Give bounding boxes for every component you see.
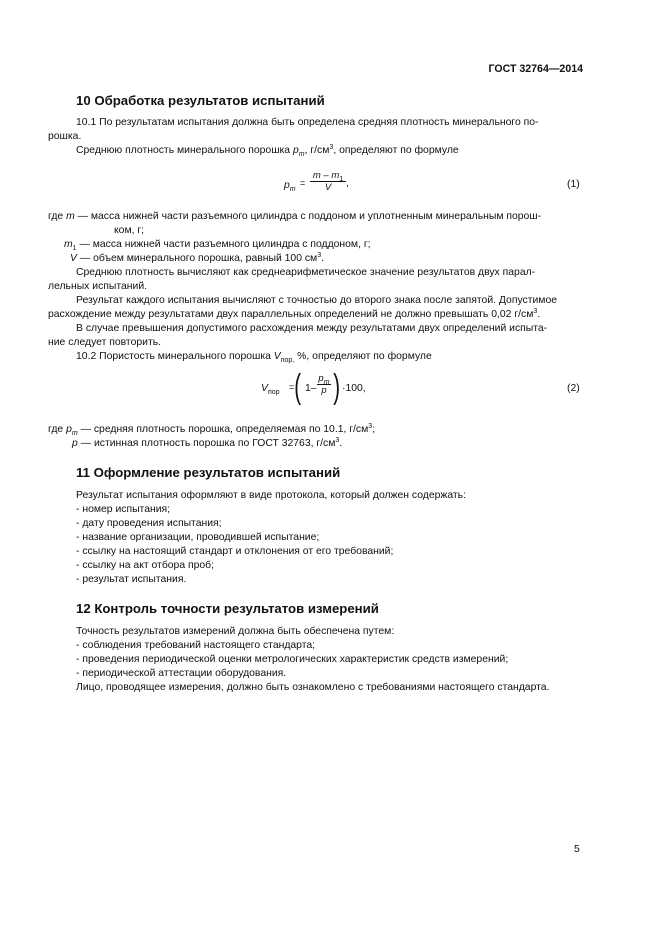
document-code: ГОСТ 32764—2014 bbox=[488, 63, 583, 75]
list-item: - ссылку на акт отбора проб; bbox=[76, 560, 215, 571]
section-10-title: 10 Обработка результатов испытаний bbox=[76, 93, 325, 108]
formula-2-fraction: $\frac{p_m}{p}$ bbox=[318, 373, 330, 396]
where-v: V — объем минерального порошка, равный 100 $см^3$. bbox=[70, 252, 324, 264]
list-item: - периодической аттестации оборудования. bbox=[76, 668, 287, 679]
where-m1: $m_1$ — масса нижней части разъемного цилиндра с поддоном, г; bbox=[64, 239, 371, 252]
para-density-formula-intro: Среднюю плотность минерального порошка $p_m$, $г/см^3$, определяют по формуле bbox=[76, 144, 459, 158]
where-m: где m — масса нижней части разъемного цилиндра с поддоном и уплотненным минеральным порош- bbox=[48, 211, 542, 222]
where-m-cont: ком, г; bbox=[114, 225, 145, 236]
formula-2-number: (2) bbox=[567, 383, 580, 394]
para-10-1-line2: рошка. bbox=[48, 131, 82, 142]
where-p: p — истинная плотность порошка по ГОСТ 32763, $г/см^3$. bbox=[72, 437, 343, 449]
section-11-intro: Результат испытания оформляют в виде протокола, который должен содержать: bbox=[76, 490, 466, 501]
section-12-intro: Точность результатов измерений должна быть обеспечена путем: bbox=[76, 626, 395, 637]
section-12-final: Лицо, проводящее измерения, должно быть ознакомлено с требованиями настоящего стандарта. bbox=[76, 682, 550, 693]
page-number: 5 bbox=[574, 844, 580, 855]
formula-1-fraction: $\frac{m - m_1}{V}$ bbox=[310, 170, 346, 194]
para-precision-line2: расхождение между результатами двух параллельных определений не должно превышать 0,02 $г/см^3$. bbox=[48, 308, 541, 320]
list-item: - ссылку на настоящий стандарт и отклонения от его требований; bbox=[76, 546, 394, 557]
para-precision-line1: Результат каждого испытания вычисляют с точностью до второго знака после запятой. Допустимое bbox=[76, 295, 558, 306]
para-average-line1: Среднюю плотность вычисляют как среднеарифметическое значение результатов двух парал- bbox=[76, 267, 536, 278]
list-item: - соблюдения требований настоящего стандарта; bbox=[76, 640, 316, 651]
list-item: - название организации, проводившей испытание; bbox=[76, 532, 320, 543]
para-10-1-line1: 10.1 По результатам испытания должна быть определена средняя плотность минерального по- bbox=[76, 117, 539, 128]
para-10-2: 10.2 Пористость минерального порошка $V_{пор,}$ %, определяют по формуле bbox=[76, 351, 432, 364]
section-12-title: 12 Контроль точности результатов измерений bbox=[76, 601, 379, 616]
list-item: - номер испытания; bbox=[76, 504, 171, 515]
section-11-title: 11 Оформление результатов испытаний bbox=[76, 465, 341, 480]
list-item: - дату проведения испытания; bbox=[76, 518, 222, 529]
para-repeat-line1: В случае превышения допустимого расхождения между результатами двух определений испыта- bbox=[76, 323, 548, 334]
para-repeat-line2: ние следует повторить. bbox=[48, 337, 161, 348]
para-average-line2: лельных испытаний. bbox=[48, 281, 148, 292]
list-item: - проведения периодической оценки метрологических характеристик средств измерений; bbox=[76, 654, 509, 665]
formula-1-number: (1) bbox=[567, 179, 580, 190]
list-item: - результат испытания. bbox=[76, 574, 187, 585]
page: ГОСТ 32764—2014 10 Обработка результатов испытаний 10.1 По результатам испытания должна быть определена средняя плотность минерального по- рошка. Среднюю плотность минерального порошка $p_m$, $г/см^3$, определяют по формуле $p_m$ = $\frac{m - m_1}{V}$ , (1) где m — масса нижней части разъемного цилиндра с поддоном и уплотненным минеральным порош- ком, г; $m_1$ — масса нижней части разъемного цилиндра с поддоном, г; V — объем минерального порошка, равный 100 $см^3$. Среднюю плотность вычисляют как среднеарифметическое значение результатов двух парал- лельных испытаний. Результат каждого испытания вычисляют с точностью до второго знака после запятой. Допустимое расхождение между результатами двух параллельных определений не должно превышать 0,02 $г/см^3$. В случае превышения допустимого расхождения между результатами двух определений испыта- ние следует повторить. 10.2 Пористость минерального порошка $V_{пор,}$ %, определяют по формуле $V_{пор}$ = ( 1– $\frac{p_m}{p}$ ) ·100, (2) где $p_m$ — средняя плотность порошка, определяемая по 10.1, $г/см^3$; p — истинная плотность порошка по ГОСТ 32763, $г/см^3$. 11 Оформление результатов испытаний Результат испытания оформляют в виде протокола, который должен содержать: - номер испытания; - дату проведения испытания; - название организации, проводившей испытание; - ссылку на настоящий стандарт и отклонения от его требований; - ссылку на акт отбора проб; - результат испытания. 12 Контроль точности результатов измерений Точность результатов измерений должна быть обеспечена путем: - соблюдения требований настоящего стандарта; - проведения периодической оценки метрологических характеристик средств измерений; - периодической аттестации оборудования. Лицо, проводящее измерения, должно быть ознакомлено с требованиями настоящего стандарта. 5 bbox=[48, 63, 583, 855]
where-pm: где $p_m$ — средняя плотность порошка, определяемая по 10.1, $г/см^3$; bbox=[48, 423, 376, 437]
